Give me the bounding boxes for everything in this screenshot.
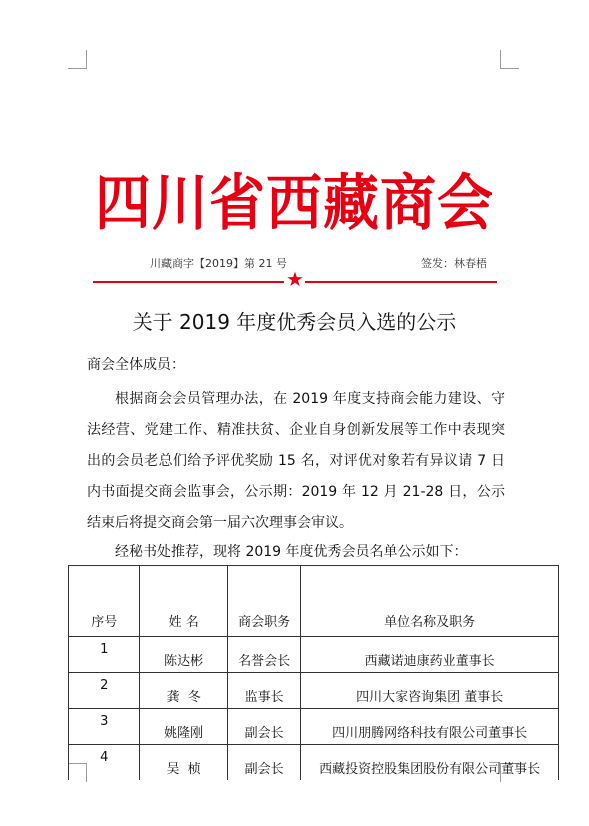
notice-title: 关于 2019 年度优秀会员入选的公示 (132, 310, 457, 334)
cell-no: 3 (69, 709, 140, 745)
cell-no: 2 (69, 673, 140, 709)
cell-org: 西藏诺迪康药业董事长 (301, 637, 559, 673)
letterhead-org-name: 四川省西藏商会 (95, 167, 494, 239)
crop-mark-top-left (68, 50, 87, 69)
header-no: 序号 (69, 566, 140, 637)
cell-org: 四川朋腾网络科技有限公司董事长 (301, 709, 559, 745)
table-row (69, 709, 559, 745)
body-paragraph-2: 经秘书处推荐，现将 2019 年度优秀会员名单公示如下： (115, 544, 468, 560)
document-number: 川藏商字【2019】第 21 号 (150, 257, 287, 270)
member-table (68, 565, 559, 780)
crop-mark-top-right (500, 50, 519, 69)
cell-role: 名誉会长 (227, 637, 300, 673)
body-paragraph-1: 根据商会会员管理办法，在 2019 年度支持商会能力建设、守法经营、党建工作、精准扶贫、企业自身创新发展等工作中表现突出的会员老总们给予评优奖励 15 名，对评优对象若有异议请 7 日内书面提交商会监事会，公示期：2019 年 12 月 21-28 日，公示结束后将提交商会第一届六次理事会审议。 (87, 391, 505, 531)
cell-org: 四川大家咨询集团 董事长 (301, 673, 559, 709)
salutation: 商会全体成员： (87, 357, 185, 373)
cell-name: 陈达彬 (140, 637, 227, 673)
cell-role: 副会长 (227, 709, 300, 745)
cell-name: 龚 冬 (140, 673, 227, 709)
cell-name: 吴 桢 (140, 745, 227, 781)
signer: 签发：林春梧 (421, 257, 487, 270)
header-role: 商会职务 (227, 566, 300, 637)
table-header-row (69, 566, 559, 637)
cell-role: 副会长 (227, 745, 300, 781)
table-row (69, 745, 559, 781)
table-row (69, 637, 559, 673)
header-org: 单位名称及职务 (301, 566, 559, 637)
header-name: 姓 名 (140, 566, 227, 637)
red-rule-right (305, 281, 497, 283)
cell-no: 1 (69, 637, 140, 673)
cell-name: 姚隆刚 (140, 709, 227, 745)
cell-no: 4 (69, 745, 140, 781)
cell-org: 西藏投资控股集团股份有限公司董事长 (301, 745, 559, 781)
table-row (69, 673, 559, 709)
cell-role: 监事长 (227, 673, 300, 709)
star-icon: ★ (286, 267, 304, 291)
red-rule-left (93, 281, 284, 283)
